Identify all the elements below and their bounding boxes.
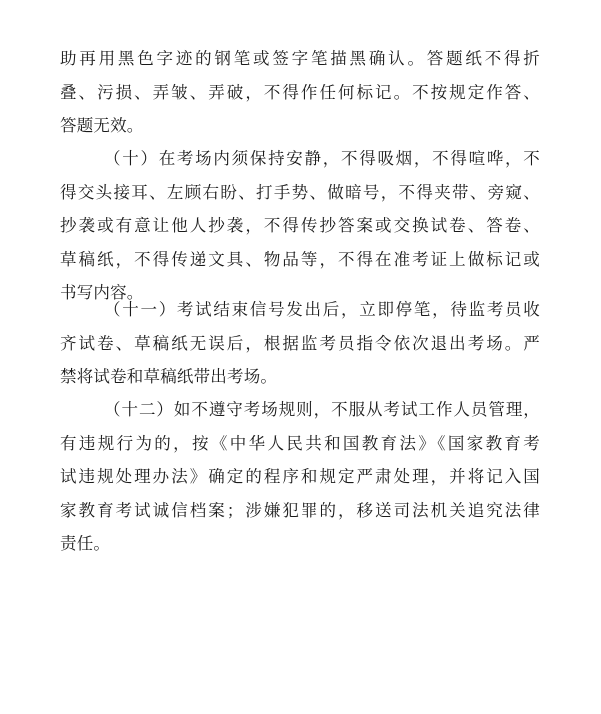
text-line: 得交头接耳、左顾右盼、打手势、做暗号，不得夹带、旁窥、 [60,182,540,202]
text-line: 齐试卷、草稿纸无误后，根据监考员指令依次退出考场。严 [60,333,540,353]
text-line: 草稿纸，不得传递文具、物品等，不得在准考证上做标记或 [60,249,540,269]
text-line: （十一）考试结束信号发出后，立即停笔，待监考员收 [104,300,540,319]
text-line: 答题无效。 [60,116,144,135]
paragraph-rule-10 [60,142,540,310]
text-line: 抄袭或有意让他人抄袭，不得传抄答案或交换试卷、答卷、 [60,216,540,235]
paragraph-rule-11 [60,293,540,394]
text-line: 助再用黑色字迹的钢笔或签字笔描黑确认。答题纸不得折 [60,49,540,68]
text-line: 禁将试卷和草稿纸带出考场。 [60,367,278,386]
text-line: （十二）如不遵守考场规则，不服从考试工作人员管理， [104,400,540,419]
text-line: 叠、污损、弄皱、弄破，不得作任何标记。不按规定作答、 [60,82,540,102]
paragraph-rule-12 [60,393,540,561]
text-line: 书写内容。 [60,283,144,302]
text-line: 家教育考试诚信档案；涉嫌犯罪的，移送司法机关追究法律 [60,500,540,520]
text-line: 责任。 [60,534,111,553]
paragraph-answer-sheet-continuation [60,42,540,143]
text-line: 试违规处理办法》确定的程序和规定严肃处理，并将记入国 [60,467,540,486]
text-line: 有违规行为的，按《中华人民共和国教育法》《国家教育考 [60,433,540,453]
text-line: （十）在考场内须保持安静，不得吸烟，不得喧哗，不 [104,149,540,168]
